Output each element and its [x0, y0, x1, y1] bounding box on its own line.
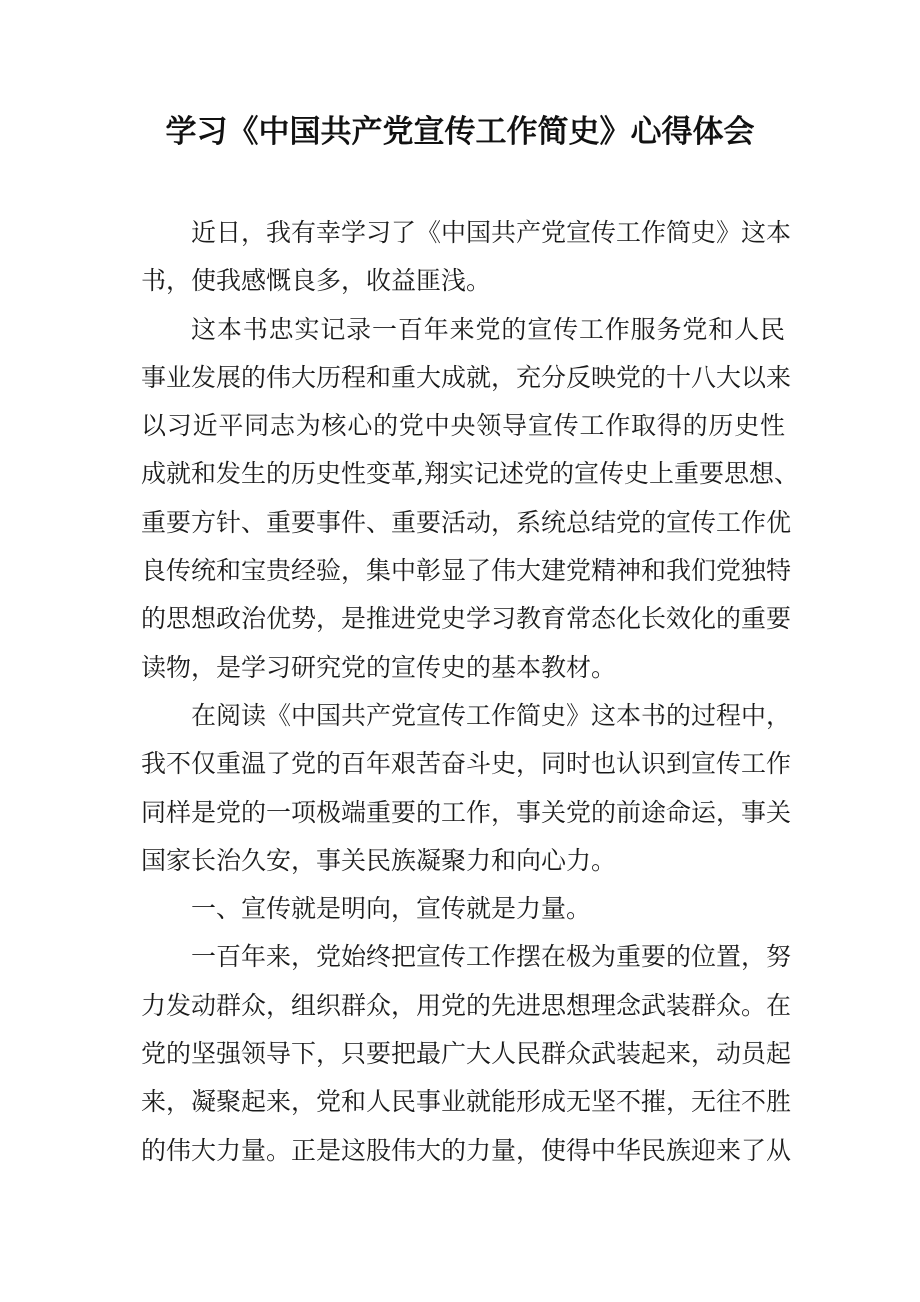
- text-line: 一百年来，党始终把宣传工作摆在极为重要的位置，努: [191, 942, 792, 972]
- paragraph-intro: [141, 209, 792, 306]
- text-line: 书，使我感慨良多，收益匪浅。: [141, 266, 492, 296]
- text-line: 重要方针、重要事件、重要活动，系统总结党的宣传工作优: [141, 507, 792, 537]
- text-line: 一、宣传就是明向，宣传就是力量。: [191, 894, 592, 924]
- text-line: 近日，我有幸学习了《中国共产党宣传工作简史》这本: [191, 218, 792, 247]
- text-line: 在阅读《中国共产党宣传工作简史》这本书的过程中，: [191, 700, 792, 730]
- text-line: 的伟大力量。正是这股伟大的力量，使得中华民族迎来了从: [141, 1135, 792, 1165]
- document-body: [141, 209, 799, 1175]
- text-line: 读物，是学习研究党的宣传史的基本教材。: [141, 652, 617, 682]
- text-line: 以习近平同志为核心的党中央领导宣传工作取得的历史性: [141, 411, 785, 441]
- text-line: 良传统和宝贵经验，集中彰显了伟大建党精神和我们党独特: [141, 556, 792, 586]
- text-line: 成就和发生的历史性变革,翔实记述党的宣传史上重要思想、: [141, 459, 799, 489]
- text-line: 力发动群众，组织群众，用党的先进思想理念武装群众。在: [141, 990, 792, 1020]
- text-line: 同样是党的一项极端重要的工作，事关党的前途命运，事关: [141, 797, 792, 827]
- document-title: 学习《中国共产党宣传工作简史》心得体会: [165, 114, 755, 150]
- paragraph-book-summary: [141, 306, 799, 692]
- text-line: 这本书忠实记录一百年来党的宣传工作服务党和人民: [191, 314, 785, 344]
- text-line: 事业发展的伟大历程和重大成就，充分反映党的十八大以来: [141, 362, 792, 392]
- text-line: 的思想政治优势，是推进党史学习教育常态化长效化的重要: [141, 604, 792, 634]
- paragraph-century-propaganda: [141, 933, 792, 1174]
- text-line: 我不仅重温了党的百年艰苦奋斗史，同时也认识到宣传工作: [141, 749, 792, 779]
- text-line: 党的坚强领导下，只要把最广大人民群众武装起来，动员起: [141, 1039, 792, 1069]
- text-line: 来，凝聚起来，党和人民事业就能形成无坚不摧，无往不胜: [141, 1087, 792, 1117]
- paragraph-reading-reflection: [141, 692, 792, 885]
- section-heading: [141, 885, 785, 933]
- text-line: 国家长治久安，事关民族凝聚力和向心力。: [141, 845, 617, 875]
